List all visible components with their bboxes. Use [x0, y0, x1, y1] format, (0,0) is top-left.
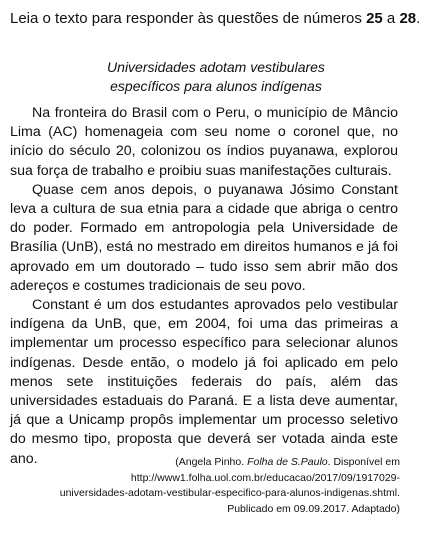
instruction-first-number: 25	[366, 10, 383, 27]
instruction-suffix: .	[416, 10, 421, 27]
source-citation	[20, 455, 400, 517]
citation-available: . Disponível em	[327, 456, 400, 468]
article-title-line-1: Universidades adotam vestibulares	[107, 59, 325, 75]
article-body	[10, 104, 398, 469]
citation-author: (Angela Pinho.	[175, 456, 248, 468]
citation-url-line-1: http://www1.folha.uol.com.br/educacao/2017/09/1917029-	[130, 471, 400, 484]
citation-publication: Folha de S.Paulo	[247, 456, 328, 468]
citation-published: Publicado em 09.09.2017. Adaptado)	[227, 502, 400, 515]
citation-line-1	[20, 455, 400, 471]
article-paragraph-2: Quase cem anos depois, o puyanawa Jósimo Constant leva a cultura de sua etnia para a cidade que abriga o centro do poder. Formado em antropologia pela Universidade de Brasília (UnB), está no mestrado em direitos humanos e já foi aprovado em um doutorado – tudo isso sem abrir mão dos adereços e costumes tradicionais de seu povo.	[10, 181, 398, 294]
instruction-prefix: Leia o texto para responder às questões de números	[10, 10, 367, 27]
instruction-last-number: 28	[399, 10, 417, 27]
article-paragraph-3: Constant é um dos estudantes aprovados pelo vestibular indígena da UnB, que, em 2004, foi uma das primeiras a implementar um processo específico para selecionar alunos indígenas. Desde então, o modelo já foi aplicado em pelo menos sete instituições federais do país, além das universidades estaduais do Paraná. E a lista deve aumentar, já que a Unicamp propôs implementar um processo seletivo do mesmo tipo, proposta que deverá ser votada ainda este ano.	[10, 297, 398, 467]
article-title-line-2: específicos para alunos indígenas	[110, 78, 322, 94]
exam-instruction	[10, 10, 430, 28]
citation-url-line-2: universidades-adotam-vestibular-especifico-para-alunos-indigenas.shtml.	[59, 487, 400, 499]
article-paragraph-1: Na fronteira do Brasil com o Peru, o município de Mâncio Lima (AC) homenageia com seu nome o coronel que, no início do século 20, colonizou os índios puyanawa, explorou sua força de trabalho e proibiu suas manifestações culturais.	[10, 105, 398, 179]
article-title	[0, 58, 432, 96]
instruction-connector: a	[382, 10, 400, 27]
